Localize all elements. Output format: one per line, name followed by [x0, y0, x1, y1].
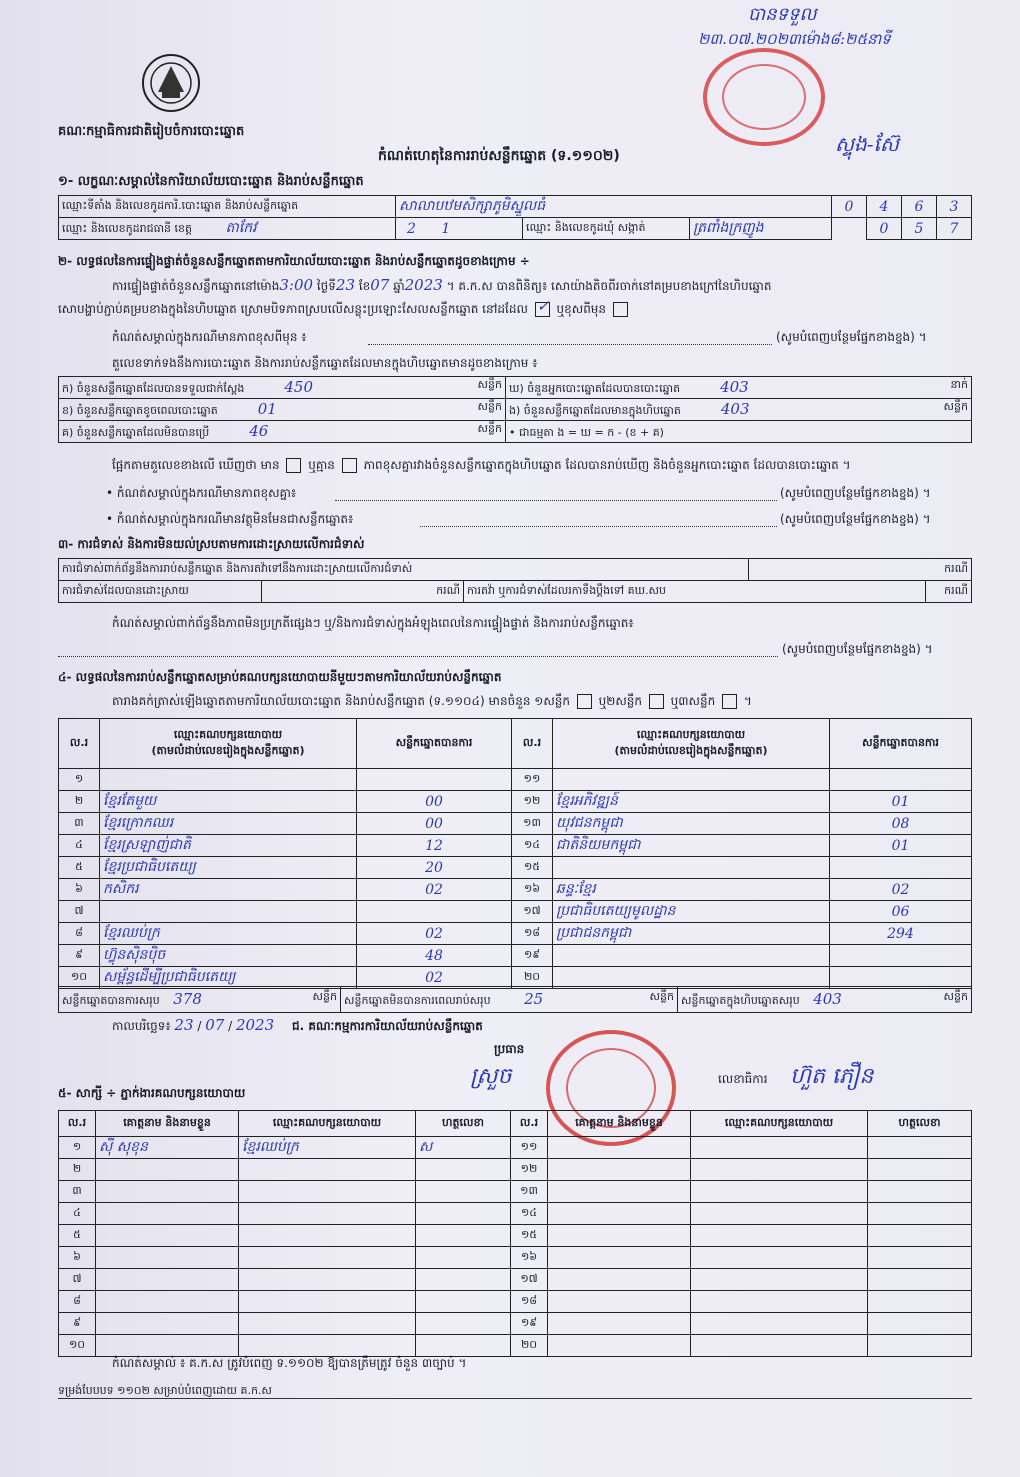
row-no: ១៥ — [512, 857, 553, 879]
party-name — [553, 857, 830, 879]
note-object: • កំណត់សម្គាល់ក្នុងករណីមានវត្ថុមិនមែនជាសន្លឹកឆ្នោត៖ — [106, 512, 354, 526]
result-intro: តួលេខទាក់ទងនឹងការបោះឆ្នោត និងការរាប់សន្លឹកឆ្នោតដែលមានក្នុងហិបឆ្នោតមានដូចខាងក្រោម ៖ — [112, 356, 538, 370]
witness-sign — [868, 1291, 972, 1313]
party-row — [59, 791, 972, 813]
witness-party — [691, 1291, 868, 1313]
form-title: កំណត់ហេតុនៃការរាប់សន្លឹកឆ្នោត (ទ.១១០២) — [378, 148, 620, 164]
party-votes: 02 — [357, 923, 512, 945]
party-name: ប្រជាជនកម្ពុជា — [553, 923, 830, 945]
row-no: ២០ — [512, 967, 553, 989]
witness-sign — [416, 1247, 511, 1269]
count-value: 403 — [720, 377, 749, 396]
witness-row — [59, 1225, 972, 1247]
intact-checkbox[interactable]: ✓ — [536, 297, 550, 315]
fill-more-note: (សូមបំពេញបន្ថែមផ្នែកខាងខ្នង) ។ — [776, 330, 927, 344]
witness-party — [691, 1335, 868, 1357]
witness-row — [59, 1335, 972, 1357]
witness-row — [59, 1137, 972, 1159]
party-name — [553, 769, 830, 791]
row-no: ៣ — [59, 1181, 96, 1203]
col-no: ល.រ — [512, 719, 553, 769]
fill-more-note: (សូមបំពេញបន្ថែមផ្នែកខាងខ្នង) ។ — [782, 642, 933, 656]
commune-code-digit: 7 — [937, 218, 972, 240]
row-no: ៦ — [59, 1247, 96, 1269]
col-no: ល.រ — [59, 719, 100, 769]
witness-name — [548, 1269, 691, 1291]
witness-party — [239, 1225, 416, 1247]
row-no: ៦ — [59, 879, 100, 901]
province-code: 2 — [407, 220, 416, 237]
party-name: ខ្មែរឈប់ក្រ — [100, 923, 357, 945]
party-votes: 06 — [830, 901, 972, 923]
corner-note: ស្ទុង-ស៊ែ — [835, 132, 899, 156]
row-no: ១៣ — [511, 1181, 548, 1203]
party-votes — [830, 945, 972, 967]
witness-name — [96, 1313, 239, 1335]
party-name: ខ្មែរស្រឡាញ់ជាតិ — [100, 835, 357, 857]
row-no: ១៦ — [512, 879, 553, 901]
party-row — [59, 945, 972, 967]
witness-row — [59, 1159, 972, 1181]
row-no: ១២ — [512, 791, 553, 813]
commission-name: គណៈកម្មាធិការជាតិរៀបចំការបោះឆ្នោត — [58, 124, 245, 139]
witness-sign — [868, 1247, 972, 1269]
witness-name — [548, 1181, 691, 1203]
verify-month: 07 — [370, 276, 390, 294]
witness-sign — [868, 1181, 972, 1203]
objection-resolved: ការជំទាស់ដែលបានដោះស្រាយ — [59, 581, 262, 603]
tally-line: តារាងគក់ត្រាស់ឡើងឆ្នោតតាមការិយាល័យបោះឆ្នោត និងរាប់សន្លឹកឆ្នោត (ទ.១១០៤) មានចំនួន ១សន្លឹក ឬ២សន្លឹក ឬ៣សន្លឹក ។ — [112, 694, 752, 708]
station-table — [58, 195, 972, 240]
witness-party — [239, 1269, 416, 1291]
witness-name — [96, 1269, 239, 1291]
cases-label: ករណី — [262, 581, 464, 603]
row-no: ១៩ — [512, 945, 553, 967]
objection-appealed: ការតវ៉ា ឬការជំទាស់ដែលរកាទឹងប្តឹងទៅ គឃ.សប — [464, 581, 926, 603]
witness-party — [691, 1247, 868, 1269]
province-label: ឈ្មោះ និងលេខកូដរាជធានី ខេត្ត — [62, 222, 192, 235]
witness-name — [548, 1137, 691, 1159]
witness-sign — [868, 1159, 972, 1181]
commune-name: ត្រពាំងក្រញូង — [690, 218, 832, 240]
row-no: ៤ — [59, 1203, 96, 1225]
witness-row — [59, 1269, 972, 1291]
witness-party — [239, 1159, 416, 1181]
commune-label: ឈ្មោះ និងលេខកូដឃុំ សង្កាត់ — [523, 218, 690, 240]
count-value: 450 — [284, 377, 313, 396]
tally-2-checkbox[interactable] — [649, 694, 664, 709]
witness-party — [239, 1247, 416, 1269]
row-no: ១៨ — [512, 923, 553, 945]
col-party: ឈ្មោះគណបក្សនយោបាយ — [239, 1111, 416, 1137]
witness-sign — [416, 1181, 511, 1203]
row-no: ១ — [59, 769, 100, 791]
tally-1-checkbox[interactable] — [577, 694, 592, 709]
witness-name — [96, 1203, 239, 1225]
cases-label: ករណី — [925, 581, 972, 603]
row-no: ១៧ — [511, 1269, 548, 1291]
has-diff-checkbox[interactable] — [286, 458, 301, 473]
total-valid: 378 — [173, 989, 202, 1008]
station-name: សាលាបឋមសិក្សាភូមិស្នួលធំ — [396, 196, 832, 218]
date-month: 07 — [205, 1016, 225, 1034]
row-no: ៥ — [59, 857, 100, 879]
witness-sign — [416, 1313, 511, 1335]
total-valid-label: សន្លឹកឆ្នោតបានការសរុប — [62, 993, 160, 1007]
party-votes: 12 — [357, 835, 512, 857]
witness-party — [239, 1203, 416, 1225]
row-no: ៨ — [59, 923, 100, 945]
row-no: ១៦ — [511, 1247, 548, 1269]
count-value: 01 — [257, 399, 277, 418]
count-row: ក) ចំនួនសន្លឹកឆ្នោតដែលបានទទួលជាក់ស្តែង 450 សន្លឹក ឃ) ចំនួនអ្នកបោះឆ្នោតដែលបានបោះឆ្នោត 403 នាក់ — [59, 377, 972, 399]
witness-name — [96, 1335, 239, 1357]
row-no: ២០ — [511, 1335, 548, 1357]
tally-3-checkbox[interactable] — [722, 694, 737, 709]
section4-title: ៤- លទ្ធផលនៃការរាប់សន្លឹកឆ្នោតសម្រាប់គណបក្សនយោបាយនីមួយៗតាមការិយាល័យរាប់សន្លឹកឆ្នោត — [58, 670, 502, 684]
verify-line: ការផ្ទៀងផ្ទាត់ចំនួនសន្លឹកឆ្នោតនៅម៉ោង3:00 ថ្ងៃទី23 ខែ07 ឆ្នាំ2023 ។ គ.ក.ស បានពិនិត្យ៖ សោយ៉ាងតិចពីរចាក់នៅគម្របខាងក្រៅនៃហិបឆ្នោត — [112, 276, 772, 294]
party-name: ឆន្ទៈខ្មែរ — [553, 879, 830, 901]
province-code: 1 — [441, 220, 451, 237]
party-votes — [357, 901, 512, 923]
witness-name — [548, 1225, 691, 1247]
row-no: ១១ — [511, 1137, 548, 1159]
seal-line: សោបង្ហាប់ភ្ជាប់គម្របខាងក្នុងនៃហិបឆ្នោត ស្រោមបិទភាពស្របលើសន្លុះប្រឡោះសែលសន្លឹកឆ្នោត នៅដដែល ✓ ឬខុសពីមុន — [58, 302, 631, 317]
row-no: ១៤ — [512, 835, 553, 857]
row-no: ៩ — [59, 1313, 96, 1335]
witness-sign — [868, 1137, 972, 1159]
check-line: ផ្អែកតាមតួលេខខាងលើ ឃើញថា មាន ឬគ្មាន ភាពខុសគ្នារវាងចំនួនសន្លឹកឆ្នោតក្នុងហិបឆ្នោត ដែលបានរាប់ឃើញ និងចំនួនអ្នកបោះឆ្នោត ដែលបានបោះឆ្នោត ។ — [112, 458, 851, 472]
footer-note: កំណត់សម្គាល់ ៖ គ.ក.ស ត្រូវបំពេញ ទ.១១០២ ឱ្យបានត្រឹមត្រូវ ចំនួន ៣ច្បាប់ ។ — [112, 1356, 467, 1370]
witness-row — [59, 1181, 972, 1203]
party-name: កសិករ — [100, 879, 357, 901]
witness-party — [691, 1181, 868, 1203]
note-diff: • កំណត់សម្គាល់ក្នុងករណីមានភាពខុសគ្នា៖ — [106, 486, 297, 500]
witness-row — [59, 1313, 972, 1335]
witness-row — [59, 1203, 972, 1225]
row-no: ១០ — [59, 1335, 96, 1357]
fill-more-note: (សូមបំពេញបន្ថែមផ្នែកខាងខ្នង) ។ — [780, 512, 931, 526]
fill-more-note: (សូមបំពេញបន្ថែមផ្នែកខាងខ្នង) ។ — [780, 486, 931, 500]
row-no: ៧ — [59, 901, 100, 923]
col-party: ឈ្មោះគណបក្សនយោបាយ (តាមលំដាប់លេខរៀងក្នុងសន្លឹកឆ្នោត) — [100, 719, 357, 769]
totals-table: សន្លឹកឆ្នោតបានការសរុប 378 សន្លឹក សន្លឹកឆ្នោតមិនបានការពេលរាប់សរុប 25 សន្លឹក សន្លឹកឆ្នោតក្នុងហិបឆ្នោតសរុប 403 សន្លឹក — [58, 986, 972, 1013]
witness-sign — [416, 1203, 511, 1225]
party-name: ខ្មែរប្រជាធិបតេយ្យ — [100, 857, 357, 879]
party-name — [553, 945, 830, 967]
footer-form-info: ទម្រង់បែបបទ ១១០២ សម្រាប់បំពេញដោយ គ.ក.ស — [58, 1384, 272, 1397]
party-name: ខ្មែរតែមួយ — [100, 791, 357, 813]
station-code-digit: 3 — [937, 196, 972, 218]
verify-day: 23 — [335, 276, 355, 294]
count-row: គ) ចំនួនសន្លឹកឆ្នោតដែលមិនបានប្រើ 46 សន្លឹក • ជាធម្មតា ង = ឃ = ក - (ខ + គ) — [59, 421, 972, 443]
witness-sign — [868, 1225, 972, 1247]
col-name: គោត្តនាម និងនាមខ្លួន — [96, 1111, 239, 1137]
commune-code-digit: 5 — [902, 218, 937, 240]
row-no: ១១ — [512, 769, 553, 791]
party-row — [59, 813, 972, 835]
section3-note: កំណត់សម្គាល់ពាក់ព័ន្ធនឹងភាពមិនប្រក្រតីផ្សេងៗ ឬ/និងការជំទាស់ក្នុងអំឡុងពេលនៃការផ្ទៀងផ្ទាត់ និងការរាប់សន្លឹកឆ្នោត៖ — [112, 616, 634, 630]
section2-title: ២- លទ្ធផលនៃការផ្ទៀងផ្ទាត់ចំនួនសន្លឹកឆ្នោតតាមការិយាល័យបោះឆ្នោត និងរាប់សន្លឹកឆ្នោតដូចខាងក្រោម ÷ — [58, 254, 530, 268]
party-votes: 00 — [357, 813, 512, 835]
section5-title: ៥- សាក្សី ÷ ភ្នាក់ងារគណបក្សនយោបាយ — [58, 1086, 246, 1100]
objection-table — [58, 558, 972, 603]
witness-name — [548, 1291, 691, 1313]
party-votes: 01 — [830, 835, 972, 857]
total-box: 403 — [813, 989, 842, 1008]
row-no: ១ — [59, 1137, 96, 1159]
row-no: ១៧ — [512, 901, 553, 923]
total-invalid-label: សន្លឹកឆ្នោតមិនបានការពេលរាប់សរុប — [344, 993, 491, 1007]
station-code-digit: 4 — [867, 196, 902, 218]
cases-label: ករណី — [925, 559, 972, 581]
witness-name — [96, 1225, 239, 1247]
witness-sign — [416, 1159, 511, 1181]
party-votes: 02 — [357, 879, 512, 901]
count-value: 46 — [249, 421, 269, 440]
count-value: 403 — [720, 399, 750, 418]
row-no: ៥ — [59, 1225, 96, 1247]
col-no: ល.រ — [511, 1111, 548, 1137]
changed-checkbox[interactable] — [613, 302, 628, 317]
witness-party: ខ្មែរឈប់ក្រ — [239, 1137, 416, 1159]
section3-title: ៣- ការជំទាស់ និងការមិនយល់ស្របតាមការដោះស្រាយលើការជំទាស់ — [58, 537, 365, 551]
witness-party — [239, 1335, 416, 1357]
row-no: ៤ — [59, 835, 100, 857]
col-party: ឈ្មោះគណបក្សនយោបាយ — [691, 1111, 868, 1137]
row-no: ៣ — [59, 813, 100, 835]
witness-row — [59, 1247, 972, 1269]
witness-sign — [868, 1203, 972, 1225]
row-no: ៩ — [59, 945, 100, 967]
party-votes — [830, 857, 972, 879]
date-line: កាលបរិច្ឆេទ៖ 23 / 07 / 2023 ជ. គណៈកម្មការការិយាល័យរាប់សន្លឹកឆ្នោត — [112, 1016, 483, 1034]
count-table — [58, 376, 972, 443]
col-sign: ហត្ថលេខា — [868, 1111, 972, 1137]
party-results-table — [58, 718, 972, 989]
station-code-digit: 0 — [832, 196, 867, 218]
col-votes: សន្លឹកឆ្នោតបានការ — [357, 719, 512, 769]
row-no: ១៥ — [511, 1225, 548, 1247]
witness-party — [691, 1159, 868, 1181]
witness-name — [548, 1313, 691, 1335]
witness-name — [548, 1335, 691, 1357]
party-name: ខ្មែរអភិវឌ្ឍន៍ — [553, 791, 830, 813]
witness-party — [239, 1313, 416, 1335]
received-note: បានទទួល — [748, 4, 817, 25]
witness-sign — [416, 1225, 511, 1247]
row-no: ១២ — [511, 1159, 548, 1181]
party-name — [100, 901, 357, 923]
party-row — [59, 835, 972, 857]
party-name: ជាតិនិយមកម្ពុជា — [553, 835, 830, 857]
objection-row1: ការជំទាស់ពាក់ព័ន្ធនឹងការរាប់សន្លឹកឆ្នោត និងការតវ៉ាទៅនឹងការដោះស្រាយលើការជំទាស់ — [59, 559, 749, 581]
witness-party — [691, 1313, 868, 1335]
party-row — [59, 769, 972, 791]
witness-name — [96, 1291, 239, 1313]
witness-sign — [868, 1313, 972, 1335]
witness-sign: ស — [416, 1137, 511, 1159]
nec-emblem-icon — [140, 52, 202, 114]
party-votes — [357, 769, 512, 791]
party-name — [100, 769, 357, 791]
party-votes: 01 — [830, 791, 972, 813]
col-name: គោត្តនាម និងនាមខ្លួន — [548, 1111, 691, 1137]
party-votes: 48 — [357, 945, 512, 967]
party-votes — [830, 769, 972, 791]
witness-name — [96, 1247, 239, 1269]
witness-party — [691, 1137, 868, 1159]
committee-label: ជ. គណៈកម្មការការិយាល័យរាប់សន្លឹកឆ្នោត — [291, 1019, 483, 1033]
row-no: ៨ — [59, 1291, 96, 1313]
row-no: ១៨ — [511, 1291, 548, 1313]
party-row — [59, 857, 972, 879]
col-votes: សន្លឹកឆ្នោតបានការ — [830, 719, 972, 769]
row-no: ១៤ — [511, 1203, 548, 1225]
witness-name — [96, 1181, 239, 1203]
total-box-label: សន្លឹកឆ្នោតក្នុងហិបឆ្នោតសរុប — [681, 993, 800, 1007]
row-no: ៧ — [59, 1269, 96, 1291]
col-no: ល.រ — [59, 1111, 96, 1137]
witness-row — [59, 1291, 972, 1313]
note-changed: កំណត់សម្គាល់ក្នុងករណីមានភាពខុសពីមុន ៖ — [112, 330, 307, 344]
witness-sign — [868, 1335, 972, 1357]
received-date: ២៣.០៧.២០២៣ម៉ោង៨:២៥នាទី — [698, 30, 891, 48]
row-no: ១០ — [59, 967, 100, 989]
witness-name: ស៊ី សុខុន — [96, 1137, 239, 1159]
province-name: តាកែវ — [225, 220, 257, 236]
secretary-label: លេខាធិការ — [718, 1072, 768, 1086]
party-votes: 02 — [357, 967, 512, 989]
party-name: ខ្មែរក្រោកឈរ — [100, 813, 357, 835]
witness-name — [548, 1159, 691, 1181]
witness-party — [691, 1203, 868, 1225]
total-invalid: 25 — [524, 989, 544, 1008]
chairman-signature: ស្រួច — [470, 1064, 512, 1089]
verify-time: 3:00 — [279, 276, 314, 294]
witness-party — [239, 1181, 416, 1203]
witness-name — [96, 1159, 239, 1181]
party-name: សម្ព័ន្ធដើម្បីប្រជាធិបតេយ្យ — [100, 967, 357, 989]
row-no: ១៣ — [512, 813, 553, 835]
party-row — [59, 879, 972, 901]
party-votes: 294 — [830, 923, 972, 945]
party-row — [59, 901, 972, 923]
party-votes: 20 — [357, 857, 512, 879]
witness-party — [691, 1269, 868, 1291]
secretary-signature: ហ៊ួត ភឿន — [790, 1064, 874, 1089]
party-votes: 08 — [830, 813, 972, 835]
party-name: ហ៊្វុនស៊ិនប៉ិច — [100, 945, 357, 967]
party-votes: 02 — [830, 879, 972, 901]
party-name: ប្រជាធិបតេយ្យមូលដ្ឋាន — [553, 901, 830, 923]
date-year: 2023 — [235, 1016, 275, 1034]
top-stamp-inner — [722, 64, 806, 130]
witness-name — [548, 1247, 691, 1269]
witness-sign — [416, 1269, 511, 1291]
count-row: ខ) ចំនួនសន្លឹកឆ្នោតខូចពេលបោះឆ្នោត 01 សន្លឹក ង) ចំនួនសន្លឹកឆ្នោតដែលមានក្នុងហិបឆ្នោត 403 សន្លឹក — [59, 399, 972, 421]
witness-sign — [416, 1335, 511, 1357]
witness-name — [548, 1203, 691, 1225]
col-sign: ហត្ថលេខា — [416, 1111, 511, 1137]
row-no: ២ — [59, 1159, 96, 1181]
party-row — [59, 923, 972, 945]
no-diff-checkbox[interactable] — [342, 458, 357, 473]
row-no: ២ — [59, 791, 100, 813]
station-code-digit: 6 — [902, 196, 937, 218]
witness-sign — [416, 1291, 511, 1313]
col-party: ឈ្មោះគណបក្សនយោបាយ (តាមលំដាប់លេខរៀងក្នុងសន្លឹកឆ្នោត) — [553, 719, 830, 769]
witness-party — [691, 1225, 868, 1247]
witness-sign — [868, 1269, 972, 1291]
witness-party — [239, 1291, 416, 1313]
section1-title: ១- លក្ខណៈសម្គាល់នៃការិយាល័យបោះឆ្នោត និងរាប់សន្លឹកឆ្នោត — [58, 174, 364, 189]
chairman-label: ប្រធាន — [494, 1042, 525, 1056]
station-label: ឈ្មោះទីតាំង និងលេខកូដការិ.បោះឆ្នោត និងរាប់សន្លឹកឆ្នោត — [59, 196, 396, 218]
party-votes: 00 — [357, 791, 512, 813]
witness-table — [58, 1110, 972, 1357]
verify-year: 2023 — [404, 276, 443, 294]
row-no: ១៩ — [511, 1313, 548, 1335]
commune-code-digit: 0 — [867, 218, 902, 240]
date-day: 23 — [174, 1016, 194, 1034]
party-name: យុវជនកម្ពុជា — [553, 813, 830, 835]
